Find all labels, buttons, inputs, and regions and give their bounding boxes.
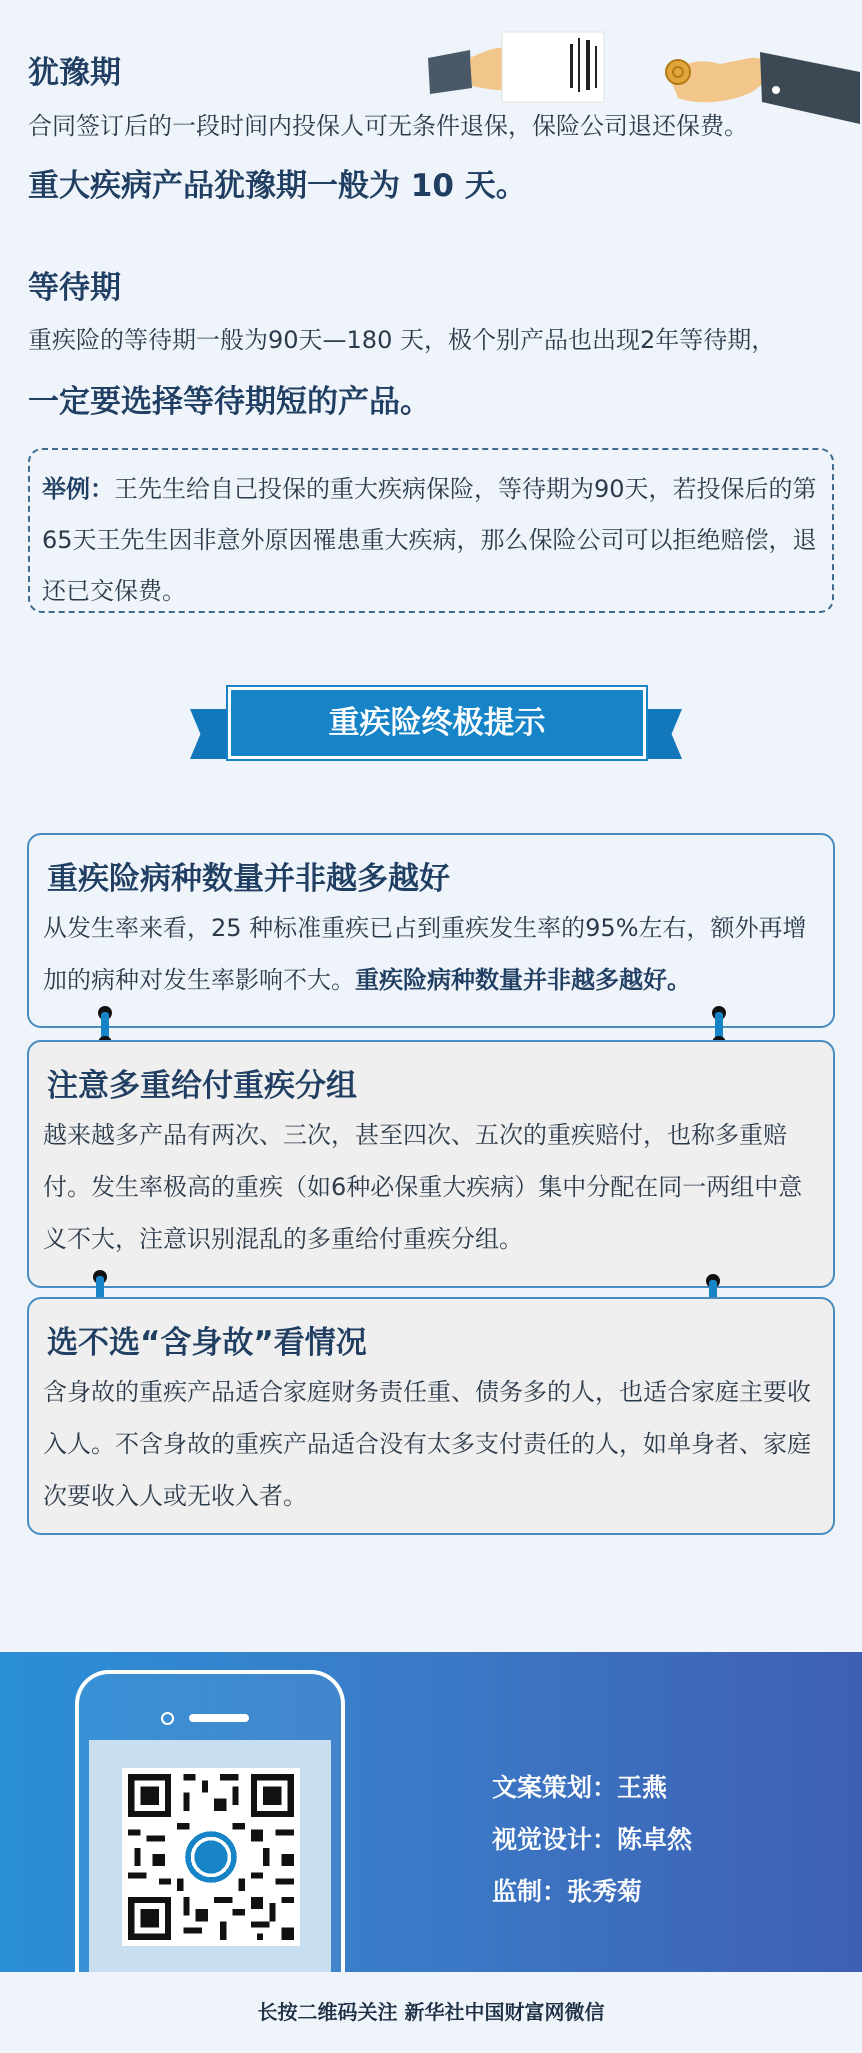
tip-card (27, 1040, 835, 1288)
example-text-block (42, 464, 820, 617)
cooling-off-highlight: 重大疾病产品犹豫期一般为 10 天。 (28, 168, 527, 204)
example-lead: 举例： (42, 475, 114, 503)
tip-card-text: 含身故的重疾产品适合家庭财务责任重、债务多的人，也适合家庭主要收入人。不含身故的重疾产品适合没有太多支付责任的人，如单身者、家庭次要收入人或无收入者。 (43, 1378, 811, 1510)
example-text: 王先生给自己投保的重大疾病保险，等待期为90天，若投保后的第65天王先生因非意外原因罹患重大疾病，那么保险公司可以拒绝赔偿，退还已交保费。 (42, 475, 817, 605)
tips-banner (196, 687, 676, 783)
tip-card-title: 选不选“含身故”看情况 (47, 1325, 367, 1361)
tip-card (27, 1297, 835, 1535)
qr-code-icon[interactable] (122, 1768, 300, 1946)
waiting-period-description: 重疾险的等待期一般为90天—180 天，极个别产品也出现2年等待期， (28, 326, 776, 354)
credit-visual-design: 视觉设计：陈卓然 (492, 1825, 693, 1854)
credit-supervision: 监制：张秀菊 (492, 1877, 643, 1906)
tip-card-text: 越来越多产品有两次、三次，甚至四次、五次的重疾赔付，也称多重赔付。发生率极高的重疾（如6种必保重大疾病）集中分配在同一两组中意义不大，注意识别混乱的多重给付重疾分组。 (43, 1121, 803, 1253)
tip-card-bold-text: 重疾险病种数量并非越多越好。 (355, 966, 691, 994)
section-title-cooling-off: 犹豫期 (28, 55, 121, 91)
tip-card-text-block (43, 902, 819, 1006)
example-box (28, 448, 834, 613)
follow-cta: 长按二维码关注 新华社中国财富网微信 (257, 2000, 605, 2024)
banner-label: 重疾险终极提示 (228, 687, 646, 759)
waiting-period-highlight: 一定要选择等待期短的产品。 (28, 384, 431, 420)
tip-card-title: 重疾险病种数量并非越多越好 (47, 861, 450, 897)
tip-card (27, 833, 835, 1028)
credits-block (492, 1762, 692, 1918)
section-title-waiting-period: 等待期 (28, 270, 121, 306)
tip-card-title: 注意多重给付重疾分组 (47, 1068, 357, 1104)
cooling-off-description: 合同签订后的一段时间内投保人可无条件退保，保险公司退还保费。 (28, 112, 748, 140)
credit-copywriting: 文案策划：王燕 (492, 1773, 668, 1802)
hands-exchange-icon (420, 28, 860, 138)
tip-card-text: 从发生率来看，25 种标准重疾已占到重疾发生率的95%左右，额外再增加的病种对发生率影响不大。 (43, 914, 807, 994)
